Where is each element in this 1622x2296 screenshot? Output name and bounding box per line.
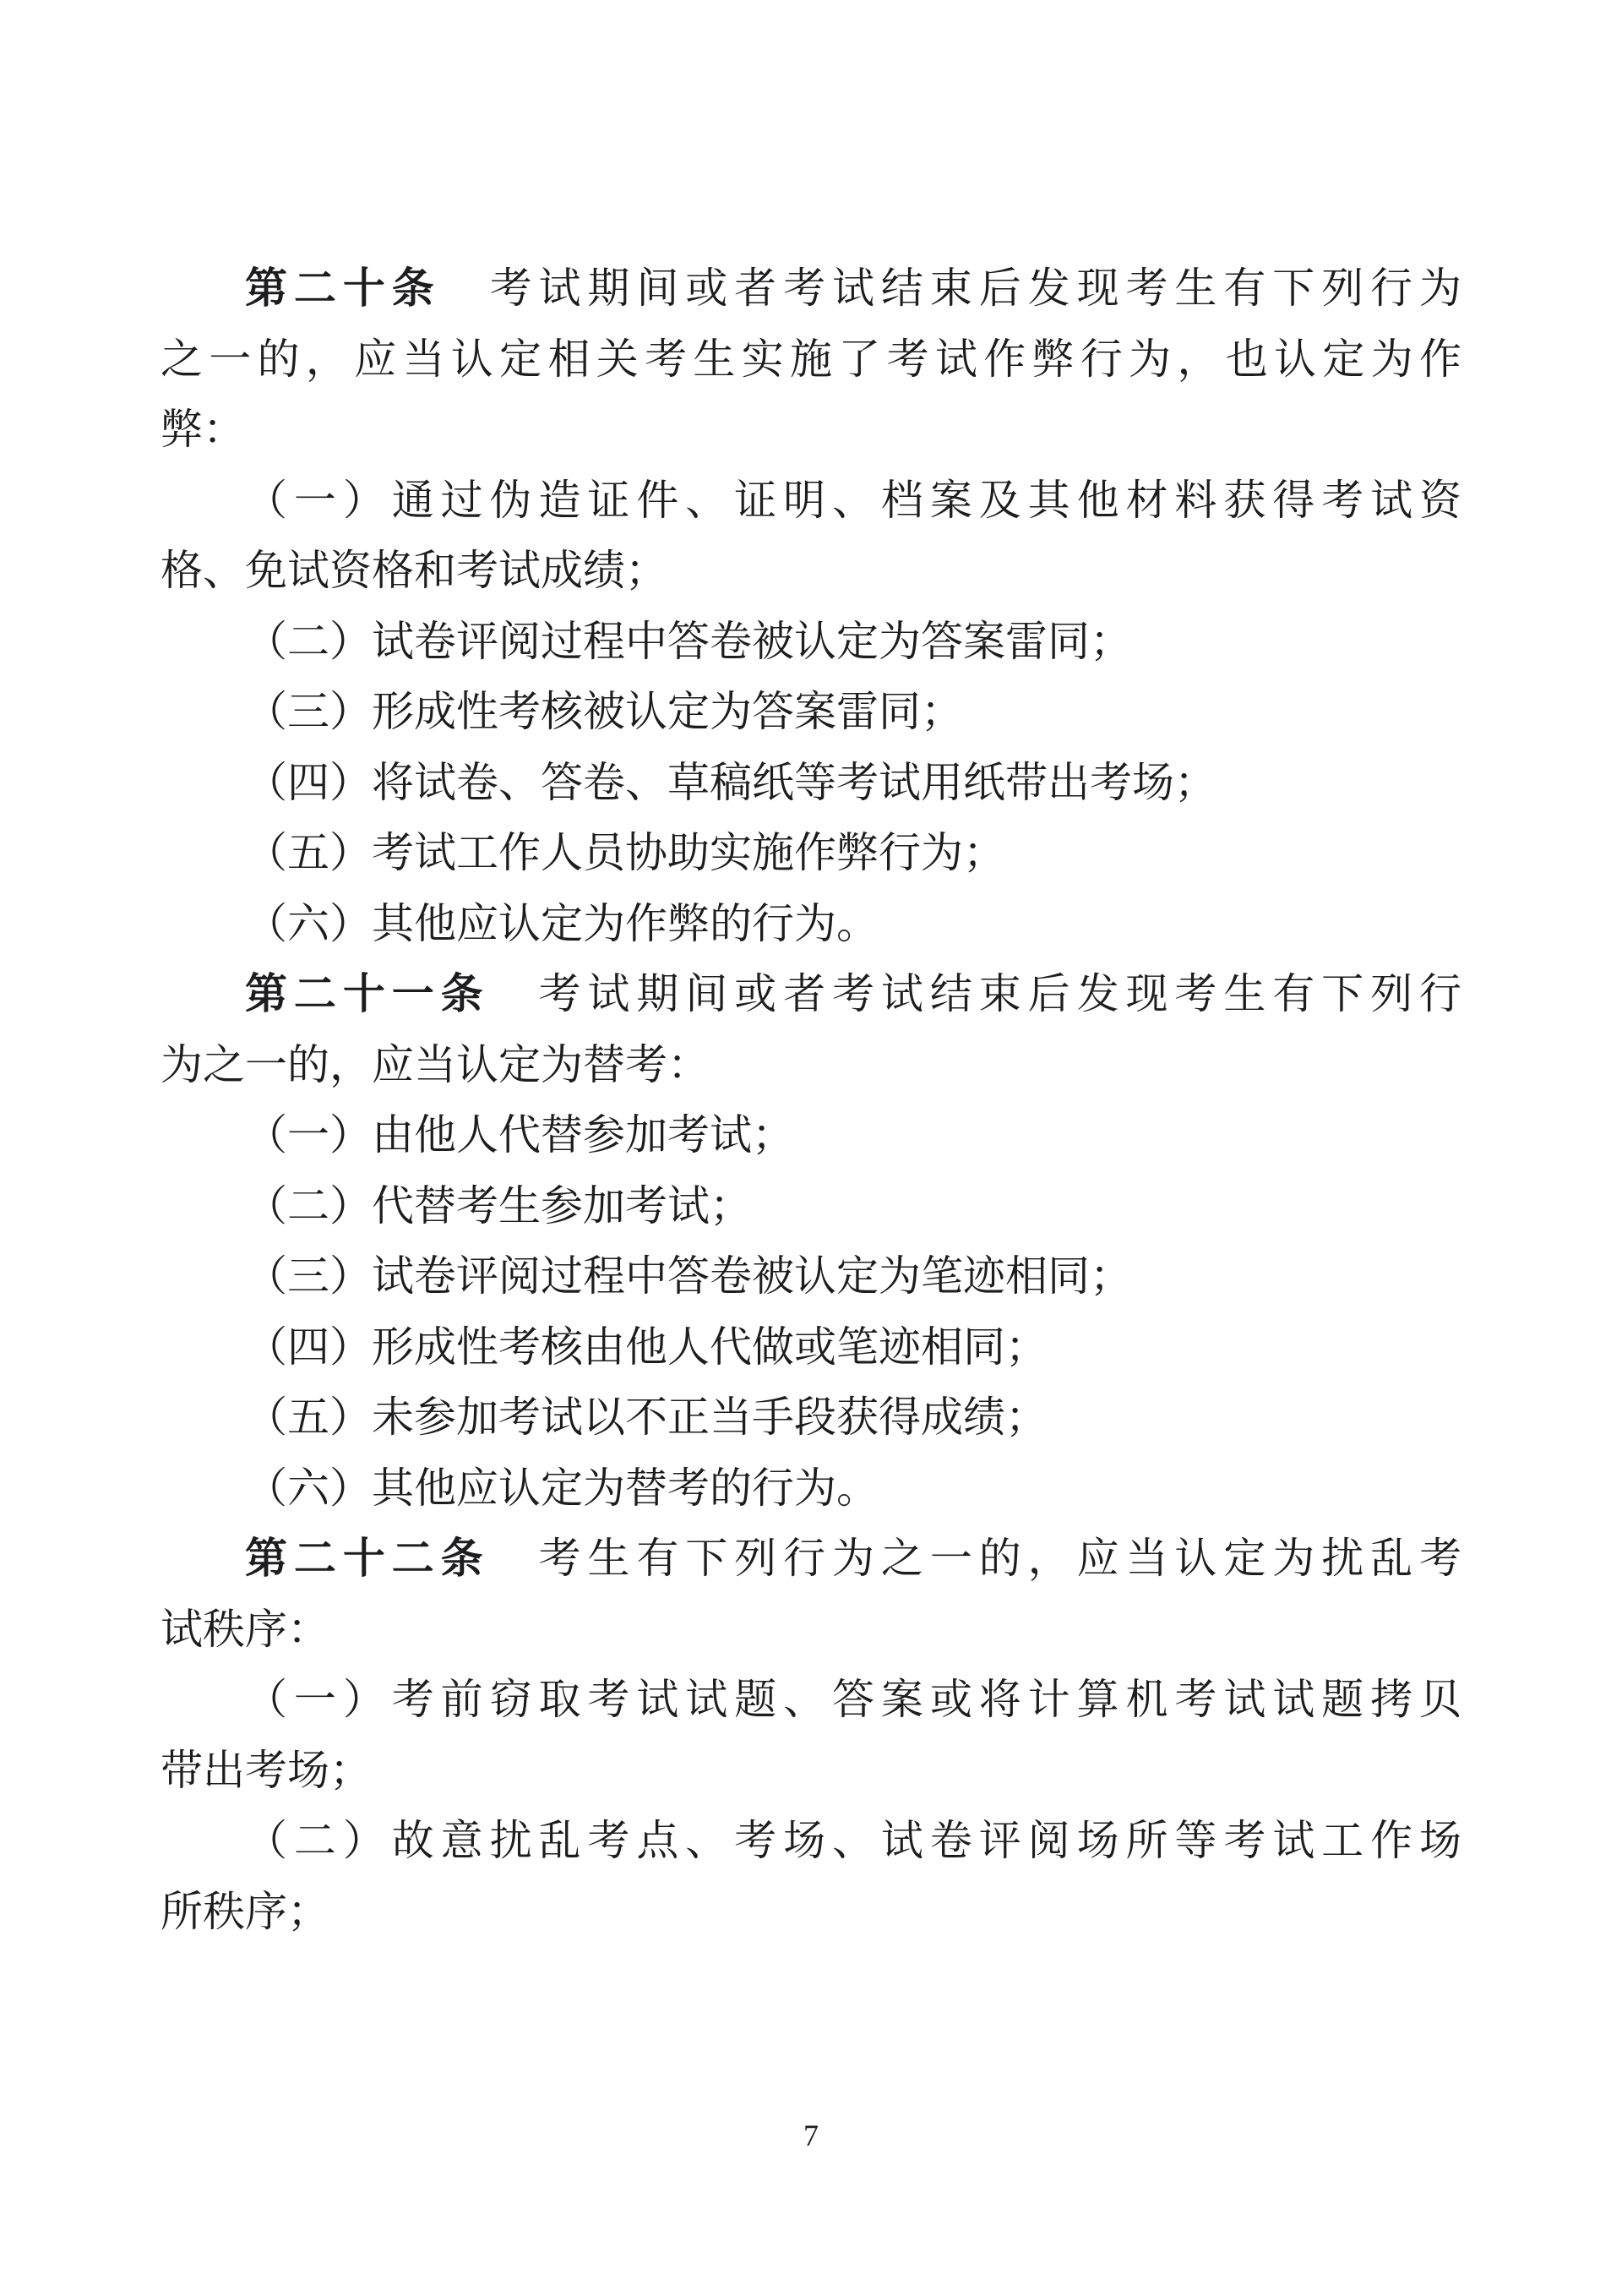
article22-item1-line2: 带出考场； — [161, 1746, 372, 1794]
article21-item2: （二）代替考生参加考试； — [245, 1181, 752, 1230]
article20-item6: （六）其他应认定为作弊的行为。 — [245, 899, 879, 947]
article22-item2-line2: 所秩序； — [161, 1887, 329, 1935]
article21-item6: （六）其他应认定为替考的行为。 — [245, 1464, 879, 1512]
article21-item1: （一）由他人代替参加考试； — [245, 1111, 794, 1159]
article20-intro-line1: 考试期间或者考试结束后发现考生有下列行为 — [440, 265, 1462, 312]
article21-intro-line2: 为之一的，应当认定为替考： — [161, 1040, 710, 1088]
article22-intro-line2: 试秩序： — [161, 1605, 329, 1653]
article21-item3: （三）试卷评阅过程中答卷被认定为笔迹相同； — [245, 1252, 1132, 1300]
article22-item2-line1: （二）故意扰乱考点、考场、试卷评阅场所等考试工作场 — [245, 1817, 1461, 1864]
article21-item4: （四）形成性考核由他人代做或笔迹相同； — [245, 1323, 1048, 1371]
article20-item3: （三）形成性考核被认定为答案雷同； — [245, 688, 963, 735]
article20-heading-line — [161, 254, 1461, 324]
article20-item1-line2: 格、免试资格和考试成绩； — [161, 547, 667, 594]
article20-item1-line1: （一）通过伪造证件、证明、档案及其他材料获得考试资 — [245, 476, 1461, 524]
article20-item5: （五）考试工作人员协助实施作弊行为； — [245, 829, 1005, 876]
article22-item1-line1: （一）考前窃取考试试题、答案或将计算机考试试题拷贝 — [245, 1676, 1461, 1723]
article20-intro-line3: 弊： — [161, 406, 245, 453]
article20-number: 第二十条 — [245, 265, 441, 312]
document-text-block — [161, 254, 1461, 1947]
article22-number: 第二十二条 — [245, 1535, 490, 1582]
article21-item5: （五）未参加考试以不正当手段获得成绩； — [245, 1393, 1048, 1441]
article20-item4: （四）将试卷、答卷、草稿纸等考试用纸带出考场； — [245, 758, 1216, 806]
article20-item2: （二）试卷评阅过程中答卷被认定为答案雷同； — [245, 617, 1132, 665]
article22-heading-line — [161, 1524, 1461, 1595]
page-number: 7 — [803, 2119, 819, 2152]
article20-intro-line2: 之一的，应当认定相关考生实施了考试作弊行为，也认定为作 — [161, 335, 1461, 383]
article22-intro-line1: 考生有下列行为之一的，应当认定为扰乱考 — [489, 1535, 1462, 1582]
article21-heading-line — [161, 959, 1461, 1030]
article21-intro-line1: 考试期间或者考试结束后发现考生有下列行 — [489, 970, 1462, 1017]
article21-number: 第二十一条 — [245, 970, 490, 1017]
